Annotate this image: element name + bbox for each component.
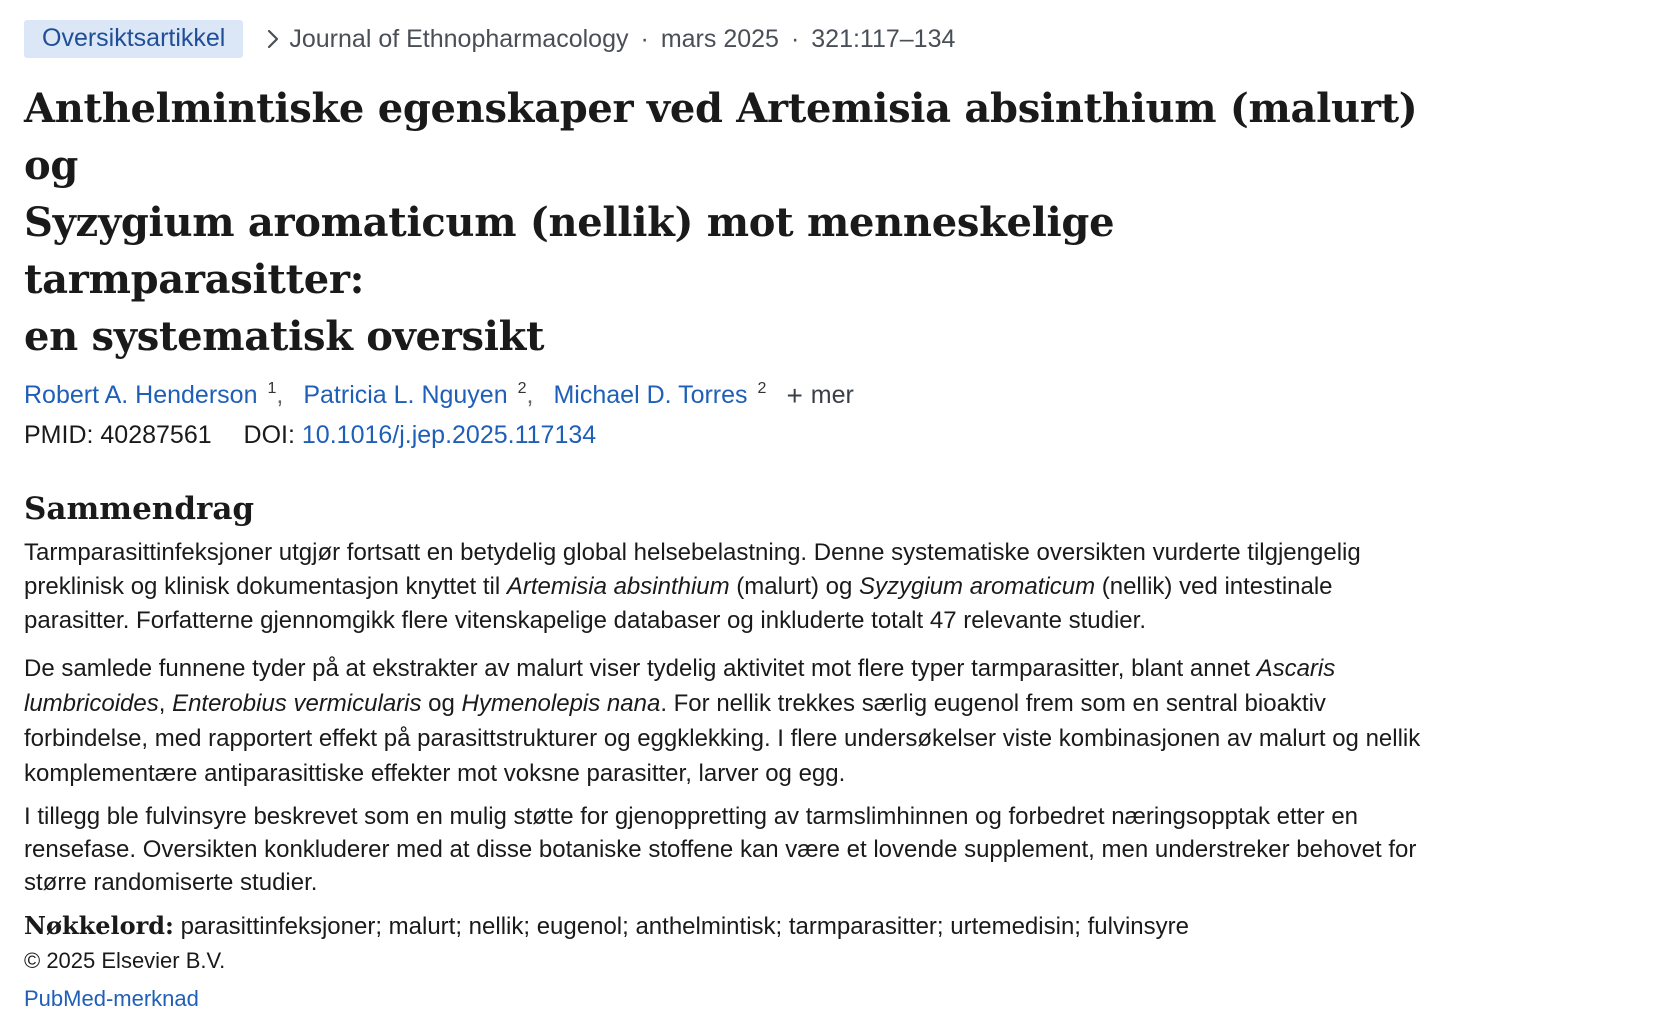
keywords <box>24 909 1648 944</box>
abstract-text: Tarmparasittinfeksjoner utgjør fortsatt en betydelig global helsebelastning. Denne systematiske oversikten vurderte tilgjengelig preklinisk og klinisk dokumentasjon knyttet til <box>24 539 1361 600</box>
species-name: Artemisia absinthium <box>506 573 730 600</box>
more-authors-label: mer <box>810 381 854 409</box>
species-name: Hymenolepis nana <box>461 690 661 717</box>
abstract-paragraph <box>24 536 1444 638</box>
abstract-heading: Sammendrag <box>24 491 255 527</box>
abstract-paragraph: I tillegg ble fulvinsyre beskrevet som en mulig støtte for gjenoppretting av tarmslimhinnen og forbedret næringsopptak etter en rensefase. Oversikten konkluderer med at disse botaniske stoffene kan være et lovende supplement, men understreker behovet for større randomiserte studier. <box>24 803 1417 896</box>
abstract-body <box>24 536 1648 899</box>
keywords-list: parasittinfeksjoner; malurt; nellik; eugenol; anthelmintisk; tarmparasitter; urtemedisin; fulvinsyre <box>180 913 1189 940</box>
author-affiliation[interactable]: 2 <box>517 380 527 397</box>
abstract-text: , <box>158 690 173 717</box>
author-affiliation[interactable]: 1 <box>267 380 277 397</box>
author-list <box>24 378 1648 412</box>
abstract-text: og <box>421 690 462 717</box>
author-link[interactable]: Michael D. Torres <box>553 381 748 409</box>
species-name: Syzygium aromaticum <box>859 573 1096 600</box>
doi-link[interactable]: 10.1016/j.jep.2025.117134 <box>301 421 597 449</box>
author-separator: , <box>276 381 284 409</box>
pmid-label: PMID: <box>24 421 94 449</box>
doi-label: DOI: <box>243 421 295 449</box>
journal-name[interactable]: Journal of Ethnopharmacology <box>289 24 629 53</box>
publication-date: mars 2025 <box>660 24 779 53</box>
keywords-label: Nøkkelord: <box>24 911 174 940</box>
article-identifiers <box>24 421 1648 455</box>
copyright-notice: © 2025 Elsevier B.V. <box>24 948 226 973</box>
chevron-right-icon <box>267 29 279 49</box>
species-name: Ascaris lumbricoides <box>24 655 1336 717</box>
title-line-2: Syzygium aromaticum (nellik) mot menneskelige tarmparasitter: <box>24 199 1115 303</box>
species-name: Enterobius vermicularis <box>172 690 422 717</box>
author-link[interactable]: Patricia L. Nguyen <box>303 381 508 409</box>
author-separator: , <box>526 381 534 409</box>
abstract-text: De samlede funnene tyder på at ekstrakter av malurt viser tydelig aktivitet mot flere typer tarmparasitter, blant annet <box>24 655 1257 682</box>
pmid-value: 40287561 <box>100 421 212 449</box>
abstract-text: (nellik) ved intestinale parasitter. Forfatterne gjennomgikk flere vitenskapelige databaser og inkluderte totalt 47 relevante studier. <box>24 573 1333 634</box>
author-affiliation[interactable]: 2 <box>757 380 767 397</box>
meta-separator: · <box>790 24 800 53</box>
article-meta-bar <box>24 18 1648 60</box>
meta-separator: · <box>640 24 649 53</box>
volume-pages: 321:117–134 <box>811 24 956 53</box>
abstract-paragraph <box>24 651 1444 791</box>
title-line-1: Anthelmintiske egenskaper ved Artemisia absinthium (malurt) og <box>24 85 1418 189</box>
title-line-3: en systematisk oversikt <box>24 313 545 360</box>
abstract-text: (malurt) og <box>729 573 860 600</box>
plus-icon: + <box>786 380 803 411</box>
article-type-badge[interactable]: Oversiktsartikkel <box>24 20 243 58</box>
abstract-text: . For nellik trekkes særlig eugenol frem som en sentral bioaktiv forbindelse, med rapportert effekt på parasittstrukturer og eggklekking. I flere undersøkelser viste kombinasjonen av malurt og nellik komplementære antiparasittiske effekter mot voksne parasitter, larver og egg. <box>24 690 1421 787</box>
more-authors-button[interactable] <box>786 378 853 410</box>
pubmed-note-link[interactable]: PubMed-merknad <box>24 986 199 1011</box>
author-link[interactable]: Robert A. Henderson <box>24 381 258 409</box>
article-title <box>24 80 1424 365</box>
